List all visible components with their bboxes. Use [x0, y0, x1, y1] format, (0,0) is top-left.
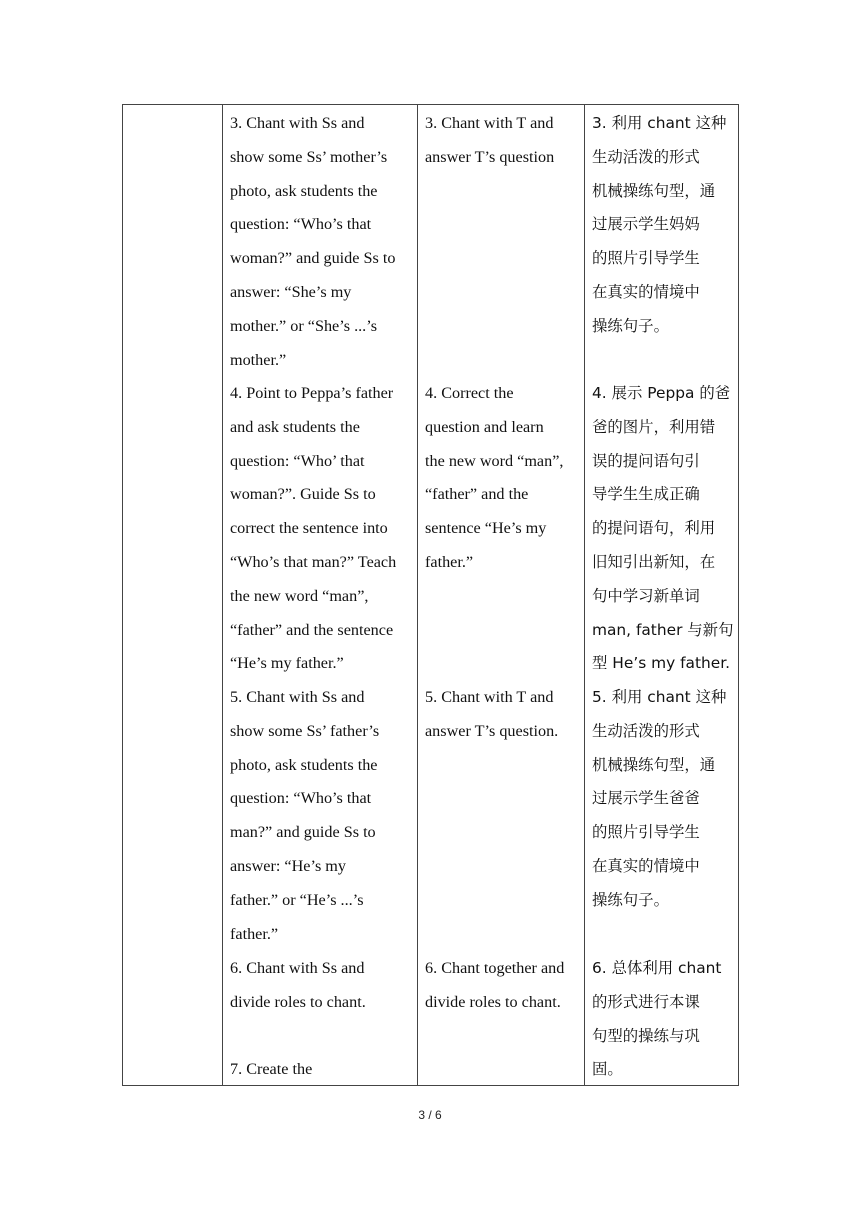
- student-step-3: 3. Chant with T and answer T’s question: [425, 114, 555, 166]
- teacher-activity-cell: [222, 105, 417, 1085]
- purpose-step-5: 5. 利用 chant 这种 生动活泼的形式 机械操练句型，通 过展示学生爸爸 的照片引导学生 在真实的情境中 操练句子。: [592, 688, 727, 909]
- purpose-step-3: 3. 利用 chant 这种 生动活泼的形式 机械操练句型，通 过展示学生妈妈 的照片引导学生 在真实的情境中 操练句子。: [592, 114, 727, 335]
- teacher-step-3: 3. Chant with Ss and show some Ss’ mother’s photo, ask students the question: “Who’s that woman?” and guide Ss to answer: “She’s my mother.” or “She’s ...’s mother.”: [230, 114, 396, 369]
- purpose-step-6: 6. 总体利用 chant 的形式进行本课 句型的操练与巩 固。: [592, 959, 722, 1079]
- teacher-step-6: 6. Chant with Ss and divide roles to chant.: [230, 959, 366, 1011]
- student-step-4: 4. Correct the question and learn the new word “man”, “father” and the sentence “He’s my father.”: [425, 384, 564, 571]
- page-number: 3 / 6: [418, 1108, 442, 1122]
- teacher-step-7: 7. Create the: [230, 1060, 313, 1078]
- teacher-step-4: 4. Point to Peppa’s father and ask students the question: “Who’ that woman?”. Guide Ss to correct the sentence into “Who’s that man?” Teach the new word “man”, “father” and the sentence “He’s my father.”: [230, 384, 397, 673]
- lesson-procedure-table: [122, 104, 739, 1086]
- student-step-6: 6. Chant together and divide roles to chant.: [425, 959, 565, 1011]
- student-step-5: 5. Chant with T and answer T’s question.: [425, 688, 559, 740]
- student-activity-cell: [417, 105, 584, 1085]
- step-column-cell: [123, 105, 222, 1085]
- purpose-step-4: 4. 展示 Peppa 的爸 爸的图片，利用错 误的提问语句引 导学生生成正确 的提问语句，利用 旧知引出新知，在 句中学习新单词 man, father 与新句 型 He’s my father.: [592, 384, 734, 673]
- teacher-step-5: 5. Chant with Ss and show some Ss’ father’s photo, ask students the question: “Who’s that man?” and guide Ss to answer: “He’s my father.” or “He’s ...’s father.”: [230, 688, 380, 943]
- purpose-cell: [584, 105, 740, 1085]
